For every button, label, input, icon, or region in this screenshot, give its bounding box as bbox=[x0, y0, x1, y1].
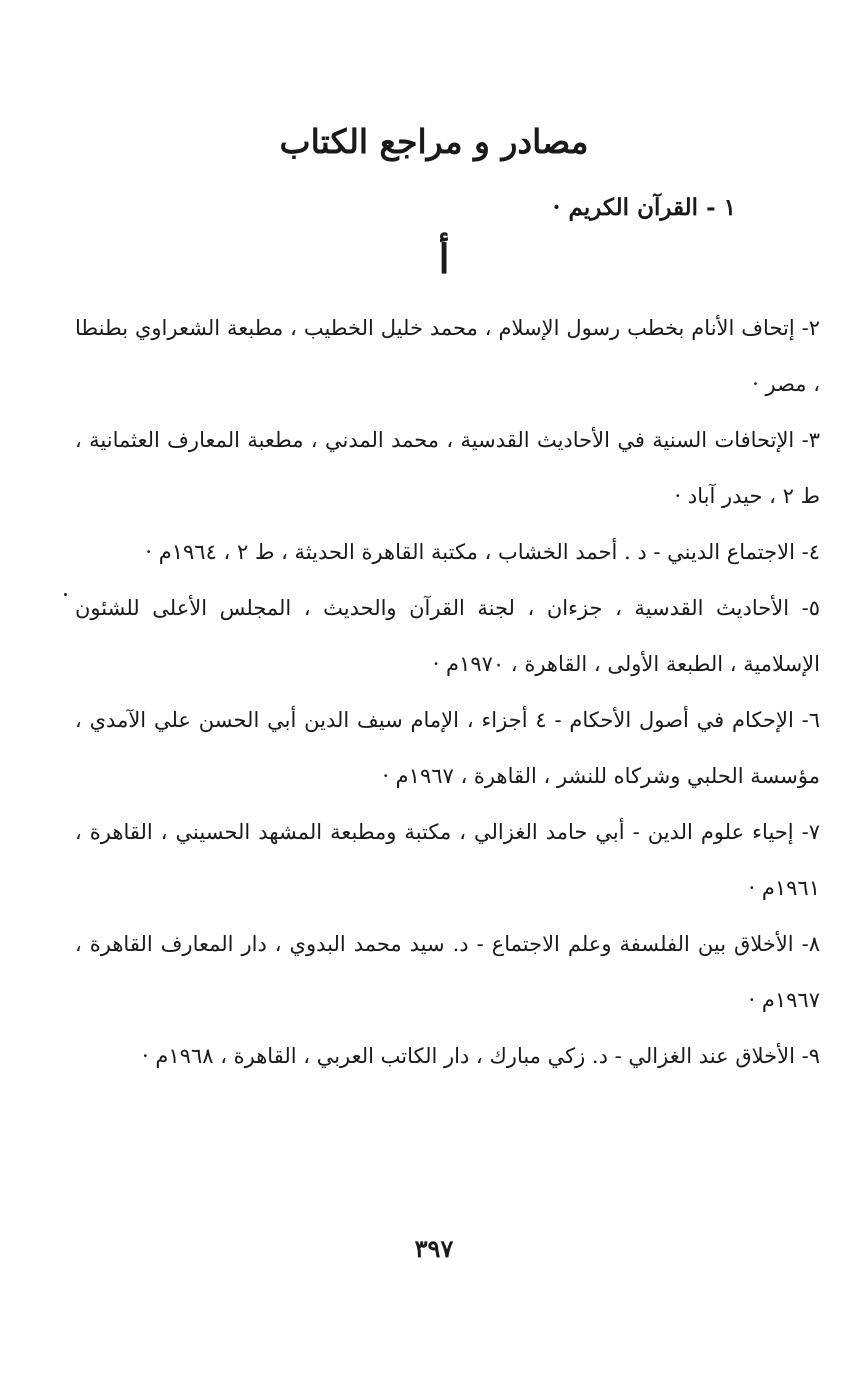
reference-entry-1: ١ - القرآن الكريم · bbox=[552, 194, 736, 221]
reference-entry-8: ٨- الأخلاق بين الفلسفة وعلم الاجتماع - د. سيد محمد البدوي ، دار المعارف القاهرة ، ١٩٦٧م · bbox=[75, 932, 820, 1012]
reference-entry-4: ٤- الاجتماع الديني - د . أحمد الخشاب ، مكتبة القاهرة الحديثة ، ط ٢ ، ١٩٦٤م · bbox=[145, 540, 820, 564]
reference-list bbox=[75, 300, 820, 1084]
page-title: مصادر و مراجع الكتاب bbox=[279, 122, 589, 161]
section-letter-heading: أ bbox=[438, 236, 450, 283]
scan-speck bbox=[64, 593, 67, 596]
reference-entry-7: ٧- إحياء علوم الدين - أبي حامد الغزالي ، مكتبة ومطبعة المشهد الحسيني ، القاهرة ، ١٩٦١م · bbox=[75, 820, 820, 900]
reference-entry-3: ٣- الإتحافات السنية في الأحاديث القدسية ، محمد المدني ، مطعبة المعارف العثمانية ، ط ٢ ، حيدر آباد · bbox=[75, 428, 820, 508]
page-number: ٣٩٧ bbox=[414, 1234, 454, 1263]
reference-entry-2: ٢- إتحاف الأنام بخطب رسول الإسلام ، محمد خليل الخطيب ، مطبعة الشعراوي بطنطا ، مصر · bbox=[75, 316, 820, 396]
reference-entry-9: ٩- الأخلاق عند الغزالي - د. زكي مبارك ، دار الكاتب العربي ، القاهرة ، ١٩٦٨م · bbox=[142, 1044, 820, 1068]
reference-entry-5: ٥- الأحاديث القدسية ، جزءان ، لجنة القرآن والحديث ، المجلس الأعلى للشئون الإسلامية ، الطبعة الأولى ، القاهرة ، ١٩٧٠م · bbox=[75, 596, 820, 676]
reference-entry-6: ٦- الإحكام في أصول الأحكام - ٤ أجزاء ، الإمام سيف الدين أبي الحسن علي الآمدي ، مؤسسة الحلبي وشركاه للنشر ، القاهرة ، ١٩٦٧م · bbox=[75, 708, 820, 788]
